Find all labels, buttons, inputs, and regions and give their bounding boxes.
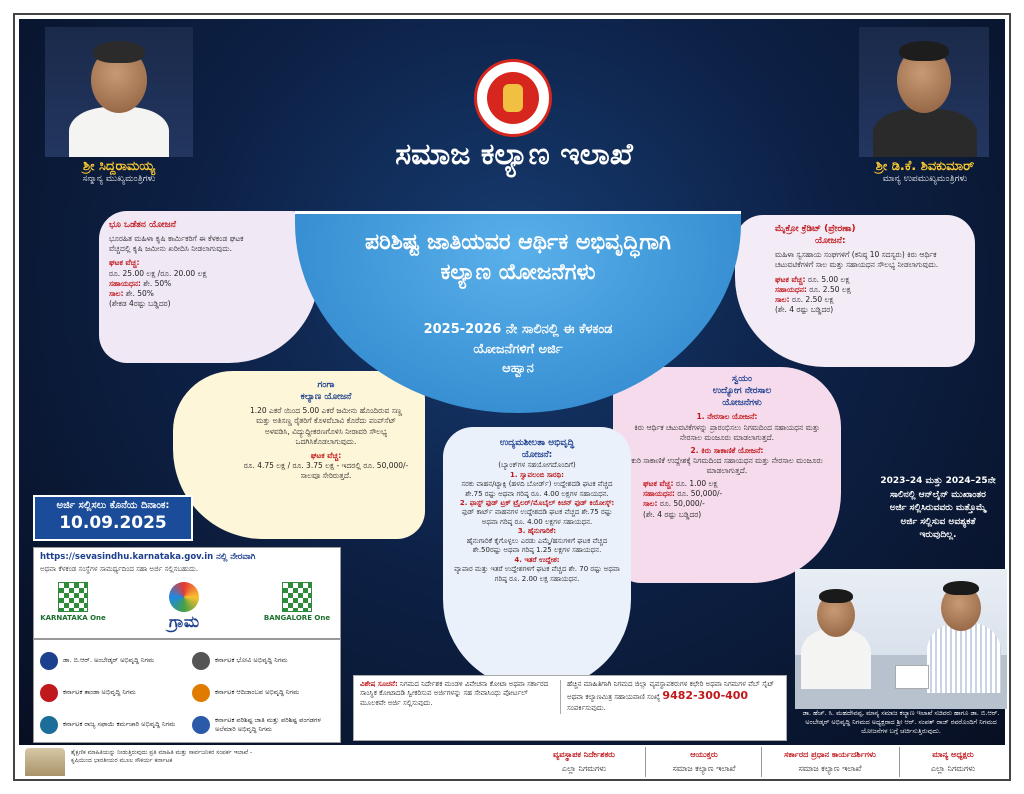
- person2-shirt: [927, 623, 1001, 693]
- land-interest-note: (ಶೇಕಡ 4ರಷ್ಟು ಬಡ್ಡಿದರ): [109, 298, 171, 308]
- corp-name: ಕರ್ನಾಟಕ ಭೋವಿ ಅಭಿವೃದ್ಧಿ ನಿಗಮ: [215, 656, 288, 664]
- deadline-date: 10.09.2025: [59, 513, 167, 533]
- land-cost-label: ಘಟಕ ವೆಚ್ಚ:: [109, 258, 140, 268]
- micro-loan-label: ಸಾಲ:: [775, 294, 790, 304]
- notice-line: ಅರ್ಜಿ ಸಲ್ಲಿಸಿರುವವರು ಮತ್ತೊಮ್ಮೆ: [889, 503, 987, 513]
- reapply-notice: [867, 475, 1009, 543]
- sevasindhu-link[interactable]: https://sevasindhu.karnataka.gov.in ನಲ್ಲಿ ನೇರವಾಗಿ: [40, 552, 256, 562]
- corp-item: [36, 712, 188, 737]
- chief-minister-title: ಸನ್ಮಾನ್ಯ ಮುಖ್ಯಮಂತ್ರಿಗಳು: [82, 174, 156, 184]
- land-subsidy-value: ಶೇ. 50%: [143, 278, 172, 288]
- micro-credit-scheme-card: [735, 215, 975, 367]
- corp-item: [188, 680, 340, 705]
- selfemp-s1-title: 1. ನೇರಸಾಲ ಯೋಜನೆ:: [696, 412, 758, 422]
- grama-one-label: ಗ್ರಾಮ: [168, 612, 200, 631]
- person2-hair: [943, 581, 979, 595]
- selfemp-cost-label: ಘಟಕ ವೆಚ್ಚ:: [643, 479, 674, 489]
- deputy-cm-title: ಮಾನ್ಯ ಉಪಮುಖ್ಯಮಂತ್ರಿಗಳು: [882, 174, 968, 184]
- corp-logo-icon: [192, 652, 210, 670]
- chief-minister-caption: [39, 159, 199, 184]
- karnataka-one-label: KARNATAKA One: [40, 614, 106, 622]
- selfemp-subsidy-value: ರೂ. 50,000/-: [677, 489, 723, 499]
- vidhana-soudha-icon: [25, 748, 65, 776]
- land-loan-label: ಸಾಲ:: [109, 288, 124, 298]
- entre-p3-desc: ಹೈನುಗಾರಿಕೆ ಕೈಗೊಳ್ಳಲು ಎರಡು ಎಮ್ಮೆ/ಹಸುಗಳಿಗೆ ಘಟಕ ವೆಚ್ಚದ ಶೇ.50ರಷ್ಟು ಅಥವಾ ಗರಿಷ್ಠ 1.25 ಲಕ್ಷಗಳ ಸಹಾಯಧನ.: [466, 536, 608, 555]
- micro-title-2: ಯೋಜನೆ:: [815, 236, 846, 247]
- signatory-commissioner: [651, 750, 757, 774]
- signatory-org: ಸಮಾಜ ಕಲ್ಯಾಣ ಇಲಾಖೆ: [672, 764, 736, 773]
- signatory-md: [529, 750, 639, 774]
- micro-desc: ಮಹಿಳಾ ಸ್ವಸಹಾಯ ಸಂಘಗಳಿಗೆ (ಕನಿಷ್ಠ 10 ಸದಸ್ಯರು) ಕಿರು ಆರ್ಥಿಕ ಚಟುವಟಿಕೆಗಳಿಗೆ ಸಾಲ ಮತ್ತು ಸಹಾಯಧನ ಸೌಲಭ್ಯ ನೀಡಲಾಗುವುದು.: [775, 250, 939, 270]
- deadline-label: ಅರ್ಜಿ ಸಲ್ಲಿಸಲು ಕೊನೆಯ ದಿನಾಂಕ:: [56, 500, 170, 511]
- corp-name: ಕರ್ನಾಟಕ ರಾಜ್ಯ ಸಫಾಯಿ ಕರ್ಮಚಾರಿ ಅಭಿವೃದ್ಧಿ ನಿಗಮ: [63, 720, 176, 728]
- ganga-cost-value: ರೂ. 4.75 ಲಕ್ಷ / ರೂ. 3.75 ಲಕ್ಷ - ಇದರಲ್ಲಿ ರೂ. 50,000/- ಸಾಲವೂ ಸೇರಿರುತ್ತದೆ.: [243, 460, 409, 481]
- minister-meeting-photo: [795, 569, 1007, 709]
- land-scheme-title: ಭೂ ಒಡೆತನ ಯೋಜನೆ: [109, 220, 177, 230]
- deputy-cm-caption: [845, 159, 1005, 184]
- entre-p1-title: 1. ಸ್ವಾವಲಂಬಿ ಸಾರಥಿ:: [510, 470, 564, 479]
- bangalore-one-logo: [262, 582, 332, 636]
- karnataka-one-logo: [38, 582, 108, 636]
- entre-p4-title: 4. ಇತರೆ ಉದ್ದೇಶ:: [514, 555, 560, 564]
- micro-interest-note: (ಶೇ. 4 ರಷ್ಟು ಬಡ್ಡಿದರ): [775, 304, 834, 314]
- land-cost-value: ರೂ. 25.00 ಲಕ್ಷ /ರೂ. 20.00 ಲಕ್ಷ: [109, 268, 207, 278]
- ganga-cost-label: ಘಟಕ ವೆಚ್ಚ:: [310, 450, 342, 460]
- shirt-shape: [69, 107, 169, 157]
- signatory-org: ಎಲ್ಲಾ ನಿಗಮಗಳು: [561, 764, 607, 773]
- government-emblem: [474, 59, 552, 137]
- micro-cost-value: ರೂ. 5.00 ಲಕ್ಷ: [807, 274, 850, 284]
- micro-subsidy-value: ರೂ. 2.50 ಲಕ್ಷ: [809, 284, 851, 294]
- chief-minister-photo: [45, 27, 193, 157]
- emblem-top-text: ಕರ್ನಾಟಕ: [501, 63, 525, 72]
- person1-hair: [819, 589, 853, 603]
- signatory-org: ಸಮಾಜ ಕಲ್ಯಾಣ ಇಲಾಖೆ: [798, 764, 862, 773]
- corp-item: [36, 648, 188, 673]
- meeting-caption: ಡಾ. ಹೆಚ್. ಸಿ. ಮಹದೇವಪ್ಪ, ಮಾನ್ಯ ಸಮಾಜ ಕಲ್ಯಾಣ ಇಲಾಖೆ ಸಚಿವರು ಹಾಗೂ ಡಾ. ಬಿ.ಆರ್. ಅಂಬೇಡ್ಕರ್ ಅಭಿವೃದ್ಧಿ ನಿಗಮದ ಅಧ್ಯಕ್ಷರಾದ ಶ್ರೀ ಆರ್. ಸಂಪತ್ ರಾಜ್ ರವರೊಂದಿಗೆ ನಿಗಮದ ಯೋಜನೆಗಳ ಬಗ್ಗೆ ಚರ್ಚಿಸುತ್ತಿರುವುದು.: [802, 709, 1000, 735]
- emblem-red-disc: [487, 72, 539, 124]
- corp-logo-icon: [40, 652, 58, 670]
- land-loan-value: ಶೇ. 50%: [125, 288, 154, 298]
- signatory-org: ಎಲ್ಲಾ ನಿಗಮಗಳು: [930, 764, 976, 773]
- suit-shape: [873, 109, 977, 157]
- deputy-cm-name: ಶ್ರೀ ಡಿ.ಕೆ. ಶಿವಕುಮಾರ್: [875, 159, 975, 174]
- emblem-bottom-text: ಸರ್ಕಾರ: [503, 122, 523, 131]
- corp-logo-icon: [40, 684, 58, 702]
- selfemp-s2-desc: ಕುರಿ ಸಾಕಾಣಿಕೆ ಉದ್ದೇಶಕ್ಕೆ ನಿಗಮದಿಂದ ಸಹಾಯಧನ ಮತ್ತು ನೇರಸಾಲ ಮಂಜೂರು ಮಾಡಲಾಗುತ್ತದೆ.: [631, 455, 823, 476]
- entre-title-1: ಉದ್ಯಮಶೀಲತಾ ಅಭಿವೃದ್ಧಿ: [499, 438, 575, 448]
- corp-logo-icon: [40, 716, 58, 734]
- ganga-title-1: ಗಂಗಾ: [317, 380, 335, 390]
- deputy-chief-minister-photo: [859, 27, 989, 157]
- selfemp-loan-value: ರೂ. 50,000/-: [659, 499, 705, 509]
- entre-p2-title: 2. ಫಾಸ್ಟ್ ಫುಡ್ ಟ್ರಕ್ ಟ್ರೈಲರ್/ಮೊಬೈಲ್ ಕಿಚನ್ ಫುಡ್ ಕಿಯೋಸ್ಕ್:: [459, 499, 615, 508]
- portal-note: ಅಥವಾ ಕೆಳಕಂಡ ಸಂಸ್ಥೆಗಳ ಸಾಮರ್ಥ್ಯದಿಂದ ಸಹಾ ಅರ್ಜಿ ಸಲ್ಲಿಸಬಹುದು.: [40, 565, 199, 573]
- signatory-role: ಮಾನ್ಯ ಅಧ್ಯಕ್ಷರು: [932, 750, 974, 759]
- emblem-crest-icon: [503, 84, 523, 112]
- corp-name: ಕರ್ನಾಟಕ ತಾಂಡಾ ಅಭಿವೃದ್ಧಿ ನಿಗಮ: [63, 688, 136, 696]
- footer-divider: [899, 747, 900, 777]
- micro-loan-value: ರೂ. 2.50 ಲಕ್ಷ: [791, 294, 834, 304]
- department-title: ಸಮಾಜ ಕಲ್ಯಾಣ ಇಲಾಖೆ: [395, 137, 633, 172]
- invite-line-3: ಆಹ್ವಾನ: [502, 361, 534, 376]
- entre-p3-title: 3. ಹೈನುಗಾರಿಕೆ:: [517, 527, 557, 536]
- selfemp-title-1: ಸ್ವಯಂ: [731, 374, 753, 384]
- selfemp-interest-note: (ಶೇ. 4 ರಷ್ಟು ಬಡ್ಡಿದರ): [643, 509, 702, 519]
- poster-background: [19, 19, 1005, 745]
- corp-logo-icon: [192, 716, 210, 734]
- footer-credit: ಶೈಕ್ಷಣಿಕ ಮಾಹಿತಿಯನ್ನು ನೀಡುತ್ತಿರುವುದು ಪ್ರತಿ ಮಾಹಿತಿ ಮತ್ತು ಸಾರ್ವಜನಿಕರ ಸಂಪರ್ಕ ಇಲಾಖೆ - ಕೃಷಿಯಿಂದ ಭಾರತೀಯರ ಮೂಲ ಸೌಕರ್ಯ ಕರ್ನಾಟಕ: [71, 749, 253, 765]
- selfemp-s2-title: 2. ಕಿರು ಸಾಕಾಣಿಕೆ ಯೋಜನೆ:: [690, 445, 764, 455]
- entrepreneurship-scheme-card: [443, 427, 631, 689]
- signatory-chairman: [903, 750, 1003, 774]
- micro-subsidy-label: ಸಹಾಯಧನ:: [775, 284, 807, 294]
- grama-one-icon: [169, 582, 199, 612]
- helpline-number[interactable]: 9482-300-400: [662, 689, 749, 703]
- deadline-box: [33, 495, 193, 541]
- contact-end-text: ಸಂಪರ್ಕಿಸುವುದು.: [567, 704, 606, 713]
- special-notice-text: ನಿಗಮದ ನಿರ್ದೇಶಕ ಮಂಡಳಿ ವಿವೇಚನಾ ಕೋಟಾ ಅಥವಾ ಸರ್ಕಾರದ ಸಾಂಸ್ಥಿಕ ಕೋಟಾದಡಿ ಸ್ವೀಕರಿಸುವ ಅರ್ಜಿಗಳನ್ನು ಸಹ ಸೇವಾಸಿಂಧು ಪೋರ್ಟಲ್ ಮೂಲಕವೇ ಅರ್ಜಿ ಸಲ್ಲಿಸುವುದು.: [360, 680, 549, 707]
- entre-p2-desc: ಫುಡ್ ಕಾರ್ಟ್ ವಾಹನಗಳ ಉದ್ದೇಶದಡಿ ಘಟಕ ವೆಚ್ಚದ ಶೇ.75 ರಷ್ಟು ಅಥವಾ ಗರಿಷ್ಠ ರೂ. 4.00 ಲಕ್ಷಗಳ ಸಹಾಯಧನ.: [461, 508, 613, 526]
- entre-p4-desc: ವ್ಯಾಪಾರ ಮತ್ತು ಇತರೆ ಉದ್ದೇಶಗಳಿಗೆ ಘಟಕ ವೆಚ್ಚದ ಶೇ. 70 ರಷ್ಟು ಅಥವಾ ಗರಿಷ್ಠ ರೂ. 2.00 ಲಕ್ಷ ಸಹಾಯಧನ.: [454, 565, 620, 583]
- footer-bar: [19, 745, 1005, 779]
- corporations-list: [33, 639, 341, 743]
- corp-item: [188, 648, 340, 673]
- selfemp-subsidy-label: ಸಹಾಯಧನ:: [643, 489, 675, 499]
- ganga-kalyana-scheme-card: [173, 371, 425, 539]
- paper-shape: [895, 665, 929, 689]
- notice-line: ಅರ್ಜಿ ಸಲ್ಲಿಸುವ ಅವಶ್ಯಕತೆ: [900, 516, 976, 527]
- notice-line: 2023–24 ಮತ್ತು 2024–25ನೇ: [880, 476, 996, 486]
- micro-cost-label: ಘಟಕ ವೆಚ್ಚ:: [775, 274, 806, 284]
- selfemp-s1-desc: ಕಿರು ಆರ್ಥಿಕ ಚಟುವಟಿಕೆಗಳನ್ನು ಪ್ರಾರಂಭಿಸಲು ನಿಗಮದಿಂದ ಸಹಾಯಧನ ಮತ್ತು ನೇರಸಾಲ ಮಂಜೂರು ಮಾಡಲಾಗುತ್ತದೆ.: [634, 422, 820, 442]
- information-box: [353, 675, 787, 741]
- signatory-role: ಆಯುಕ್ತರು: [690, 750, 718, 759]
- special-notice-label: ವಿಶೇಷ ಸೂಚನೆ:: [360, 680, 398, 688]
- contact-text: ಹೆಚ್ಚಿನ ಮಾಹಿತಿಗಾಗಿ ನಿಗಮದ ಜಿಲ್ಲಾ ವ್ಯವಸ್ಥಾಪಕರುಗಳ ಕಛೇರಿ ಅಥವಾ ನಿಗಮಗಳ ವೆಬ್ ಸೈಟ್ ಅಥವಾ ಕಲ್ಯಾಣಮಿತ್ರ ಸಹಾಯವಾಣಿ ಸಂಖ್ಯೆ: [567, 680, 775, 702]
- main-heading-line-2: ಕಲ್ಯಾಣ ಯೋಜನೆಗಳು: [440, 259, 596, 285]
- footer-divider: [645, 747, 646, 777]
- entre-sub: (ಬ್ಯಾಂಕ್‌ಗಳ ಸಹಯೋಗದೊಂದಿಗೆ): [498, 461, 576, 470]
- main-heading-line-1: ಪರಿಶಿಷ್ಟ ಜಾತಿಯವರ ಆರ್ಥಿಕ ಅಭಿವೃದ್ಧಿಗಾಗಿ: [365, 230, 671, 255]
- bangalore-one-label: BANGALORE One: [263, 614, 331, 622]
- grama-one-logo: [124, 582, 244, 636]
- entre-title-2: ಯೋಜನೆ:: [521, 450, 553, 461]
- land-ownership-scheme-card: [99, 211, 319, 363]
- selfemp-title-2: ಉದ್ಯೋಗ ನೇರಸಾಲ: [712, 386, 772, 397]
- self-employment-scheme-card: [613, 367, 841, 583]
- land-scheme-desc: ಭೂರಹಿತ ಮಹಿಳಾ ಕೃಷಿ ಕಾರ್ಮಿಕರಿಗೆ ಈ ಕೆಳಕಂಡ ಘಟಕ ವೆಚ್ಚದಲ್ಲಿ ಕೃಷಿ ಜಮೀನು ಖರೀದಿಸಿ ನೀಡಲಾಗುವುದು.: [109, 234, 244, 254]
- bangalore-one-icon: [282, 582, 312, 612]
- application-portal-box: [33, 547, 341, 639]
- notice-line: ಸಾಲಿನಲ್ಲಿ ಆನ್‌ಲೈನ್ ಮುಖಾಂತರ: [890, 489, 986, 500]
- ganga-title-2: ಕಲ್ಯಾಣ ಯೋಜನೆ: [300, 392, 352, 403]
- footer-divider: [761, 747, 762, 777]
- corp-logo-icon: [192, 684, 210, 702]
- corp-item: [36, 680, 188, 705]
- signatory-role: ವ್ಯವಸ್ಥಾಪಕ ನಿರ್ದೇಶಕರು: [553, 750, 615, 759]
- micro-title-1: ಮೈಕ್ರೋ ಕ್ರೆಡಿಟ್ (ಪ್ರೇರಣಾ): [775, 224, 856, 234]
- land-subsidy-label: ಸಹಾಯಧನ:: [109, 278, 141, 288]
- corp-name: ಡಾ. ಬಿ.ಆರ್. ಅಂಬೇಡ್ಕರ್ ಅಭಿವೃದ್ಧಿ ನಿಗಮ: [63, 656, 155, 664]
- corp-name: ಕರ್ನಾಟಕ ಆದಿಜಾಂಬವ ಅಭಿವೃದ್ಧಿ ನಿಗಮ: [215, 688, 300, 696]
- corp-item: [188, 712, 340, 737]
- corp-name: ಕರ್ನಾಟಕ ಪರಿಶಿಷ್ಟ ಜಾತಿ ಮತ್ತು ಪರಿಶಿಷ್ಟ ಪಂಗಡಗಳ ಅಲೆಮಾರಿ ಅಭಿವೃದ್ಧಿ ನಿಗಮ: [215, 715, 321, 733]
- hair-shape: [899, 41, 949, 61]
- karnataka-one-icon: [58, 582, 88, 612]
- signatory-principal-secretary: [765, 750, 895, 774]
- invite-line-2: ಯೋಜನೆಗಳಿಗೆ ಅರ್ಜಿ: [473, 341, 563, 357]
- ganga-desc: 1.20 ಎಕರೆ ಯಿಂದ 5.00 ಎಕರೆ ಜಮೀನು ಹೊಂದಿರುವ ಸಣ್ಣ ಮತ್ತು ಅತಿಸಣ್ಣ ರೈತರಿಗೆ ಕೊಳವೆಬಾವಿ ಕೊರೆದು ಪಂಪ್‌ಸೆಟ್ ಅಳವಡಿಸಿ, ವಿದ್ಯುದ್ದೀಕರಣಗೊಳಿಸಿ ನೀರಾವರಿ ಸೌಲಭ್ಯ ಒದಗಿಸಿಕೊಡಲಾಗುವುದು.: [249, 406, 403, 446]
- notice-line: ಇರುವುದಿಲ್ಲ.: [919, 530, 957, 540]
- selfemp-loan-label: ಸಾಲ:: [643, 499, 658, 509]
- entre-p1-desc: ಸರಕು ವಾಹನ/ಟ್ಯಾಕ್ಸಿ (ಹಳದಿ ಬೋರ್ಡ್) ಉದ್ದೇಶದಡಿ ಘಟಕ ವೆಚ್ಚದ ಶೇ.75 ರಷ್ಟು ಅಥವಾ ಗರಿಷ್ಠ ರೂ. 4.00 ಲಕ್ಷಗಳ ಸಹಾಯಧನ.: [461, 480, 613, 498]
- selfemp-cost-value: ರೂ. 1.00 ಲಕ್ಷ: [675, 479, 718, 489]
- selfemp-title-3: ಯೋಜನೆಗಳು: [722, 398, 762, 409]
- chief-minister-name: ಶ್ರೀ ಸಿದ್ದರಾಮಯ್ಯ: [83, 159, 155, 174]
- person1-shirt: [801, 629, 871, 689]
- special-notice: [360, 680, 550, 708]
- signatory-role: ಸರ್ಕಾರದ ಪ್ರಧಾನ ಕಾರ್ಯದರ್ಶಿಗಳು: [784, 750, 876, 759]
- invite-line-1: 2025-2026 ನೇ ಸಾಲಿನಲ್ಲಿ ಈ ಕೆಳಕಂಡ: [423, 322, 613, 337]
- hair-shape: [93, 41, 145, 63]
- advertisement-poster: [13, 13, 1011, 781]
- contact-info: [560, 680, 782, 714]
